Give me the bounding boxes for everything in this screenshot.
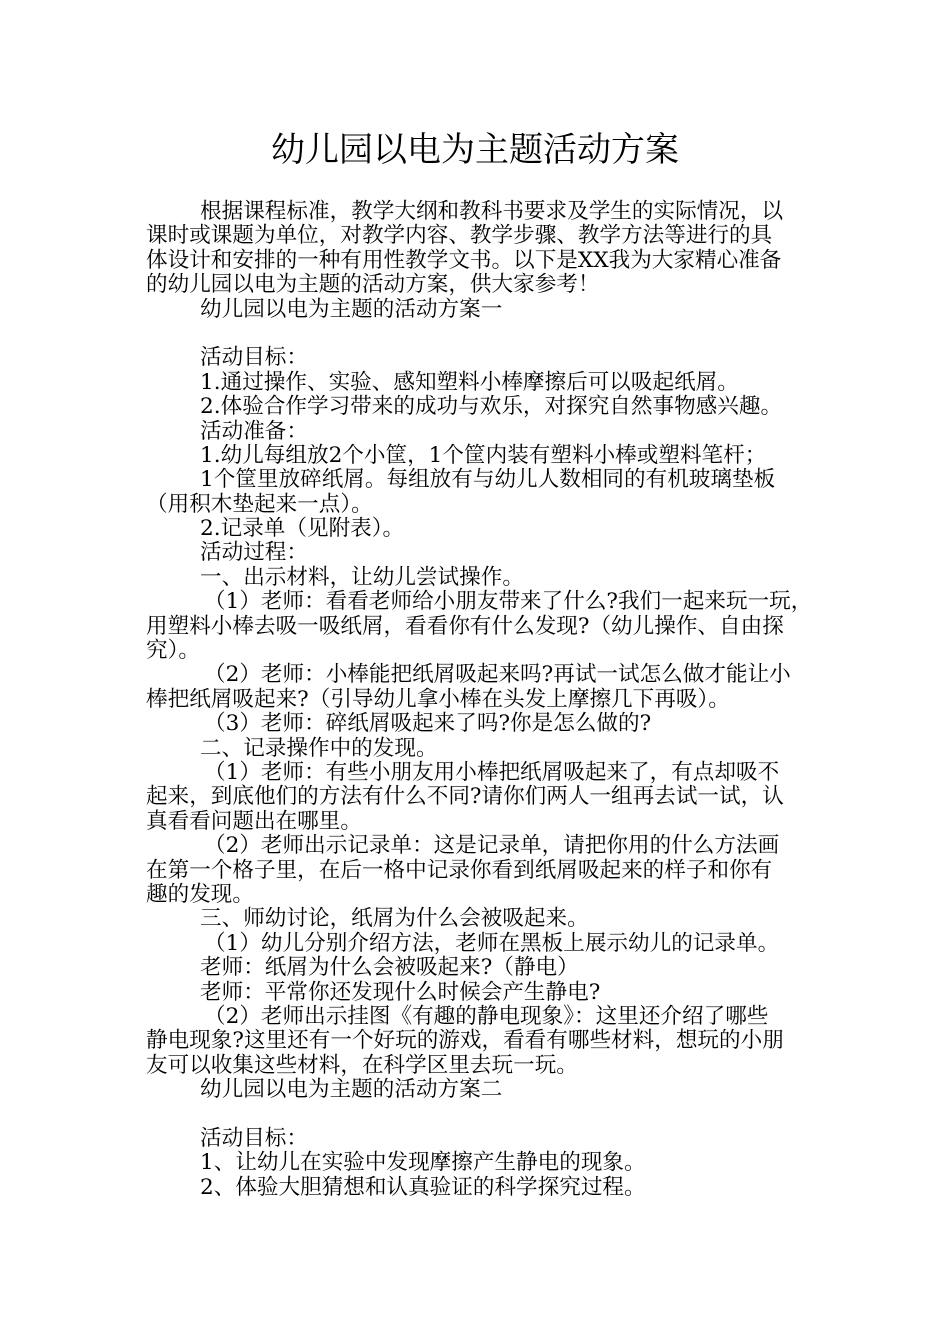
paragraph-line: 幼儿园以电为主题的活动方案一 xyxy=(200,296,503,322)
paragraph-line: 的幼儿园以电为主题的活动方案，供大家参考！ xyxy=(146,272,600,298)
paragraph-line: （2）老师：小棒能把纸屑吸起来吗?再试一试怎么做才能让小 xyxy=(204,662,791,688)
document-title: 幼儿园以电为主题活动方案 xyxy=(271,130,679,170)
paragraph-line: 在第一个格子里，在后一格中记录你看到纸屑吸起来的样子和你有 xyxy=(146,857,773,883)
document-body xyxy=(146,200,812,1200)
paragraph-line: （1）老师：有些小朋友用小棒把纸屑吸起来了，有点却吸不 xyxy=(204,759,780,785)
paragraph-line: 幼儿园以电为主题的活动方案二 xyxy=(200,1077,503,1103)
paragraph-line: 真看看问题出在哪里。 xyxy=(146,808,362,834)
paragraph-line: 静电现象?这里还有一个好玩的游戏，看看有哪些材料，想玩的小朋 xyxy=(146,1028,784,1054)
paragraph-line: 体设计和安排的一种有用性教学文书。以下是XX我为大家精心准备 xyxy=(146,247,782,273)
paragraph-line: （1）老师：看看老师给小朋友带来了什么?我们一起来玩一玩， xyxy=(204,589,813,615)
paragraph-line: 趣的发现。 xyxy=(146,881,254,907)
paragraph-line xyxy=(146,1102,812,1126)
paragraph-line: 起来，到底他们的方法有什么不同?请你们两人一组再去试一试，认 xyxy=(146,784,784,810)
paragraph-line: 三、师幼讨论，纸屑为什么会被吸起来。 xyxy=(200,906,589,932)
paragraph-line: 二、记录操作中的发现。 xyxy=(200,735,438,761)
paragraph-line: 课时或课题为单位，对教学内容、教学步骤、教学方法等进行的具 xyxy=(146,223,773,249)
paragraph-line: 活动目标： xyxy=(200,345,308,371)
paragraph-line: 棒把纸屑吸起来?（引导幼儿拿小棒在头发上摩擦几下再吸）。 xyxy=(146,686,730,712)
paragraph-line: 1.通过操作、实验、感知塑料小棒摩擦后可以吸起纸屑。 xyxy=(200,369,739,395)
paragraph-line: 究）。 xyxy=(146,638,200,664)
paragraph-line: 活动准备： xyxy=(200,418,308,444)
paragraph-line xyxy=(146,322,812,346)
paragraph-line: 2、体验大胆猜想和认真验证的科学探究过程。 xyxy=(200,1174,646,1200)
paragraph-line: 2.体验合作学习带来的成功与欢乐，对探究自然事物感兴趣。 xyxy=(200,394,783,420)
paragraph-line: （用积木垫起来一点）。 xyxy=(146,491,373,517)
paragraph-line: 老师：平常你还发现什么时候会产生静电? xyxy=(200,979,601,1005)
paragraph-line: 2.记录单（见附表）。 xyxy=(200,516,405,542)
paragraph-line: 活动目标： xyxy=(200,1125,308,1151)
paragraph-line: 用塑料小棒去吸一吸纸屑，看看你有什么发现?（幼儿操作、自由探 xyxy=(146,613,784,639)
paragraph-line: （2）老师出示记录单：这是记录单，请把你用的什么方法画 xyxy=(204,833,780,859)
paragraph-line: 根据课程标准，教学大纲和教科书要求及学生的实际情况，以 xyxy=(200,199,784,224)
paragraph-line: 1、让幼儿在实验中发现摩擦产生静电的现象。 xyxy=(200,1150,646,1176)
paragraph-line: 老师：纸屑为什么会被吸起来?（静电） xyxy=(200,955,579,981)
paragraph-line: 友可以收集这些材料，在科学区里去玩一玩。 xyxy=(146,1052,578,1078)
paragraph-line: （3）老师：碎纸屑吸起来了吗?你是怎么做的? xyxy=(204,711,652,737)
paragraph-line: 1.幼儿每组放2个小筐，1个筐内装有塑料小棒或塑料笔杆； xyxy=(200,442,767,468)
paragraph-line: 活动过程： xyxy=(200,540,308,566)
paragraph-line: 一、出示材料，让幼儿尝试操作。 xyxy=(200,564,524,590)
paragraph-line: （2）老师出示挂图《有趣的静电现象》：这里还介绍了哪些 xyxy=(204,1003,769,1029)
paragraph-line: （1）幼儿分别介绍方法，老师在黑板上展示幼儿的记录单。 xyxy=(204,930,780,956)
paragraph-line: 1个筐里放碎纸屑。每组放有与幼儿人数相同的有机玻璃垫板 xyxy=(200,467,776,493)
